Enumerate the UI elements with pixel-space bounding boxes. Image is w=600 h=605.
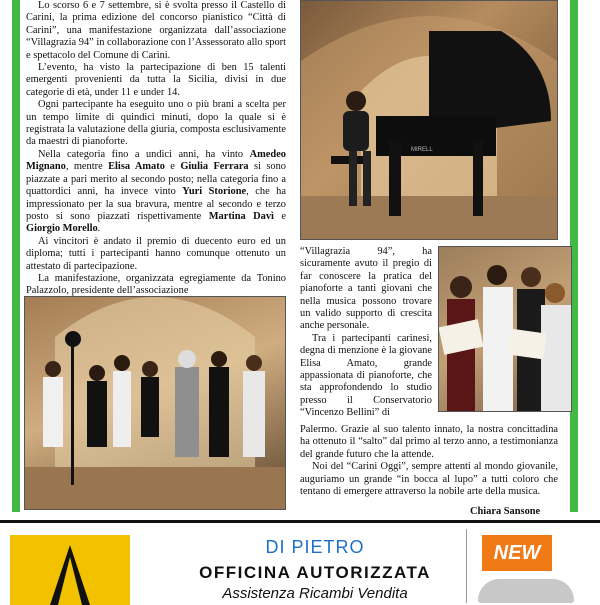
photo-pianist-performing xyxy=(300,0,558,240)
winner-name: Giulia Ferrara xyxy=(180,161,249,173)
piano-brand-label: MIRELL xyxy=(411,147,433,153)
article-author: Chiara Sansone xyxy=(470,506,541,517)
article-paragraph: Palermo. Grazie al suo talento innato, la nostra concittadina ha ottenuto il “salto” dal primo al terzo anno, a testimonianza del grande futuro che la attende. xyxy=(300,424,558,460)
photo-young-winners xyxy=(438,246,572,412)
ad-title: DI PIETRO xyxy=(265,537,365,557)
winner-name: Amedeo Mignano xyxy=(26,148,286,173)
winner-name: Elisa Amato xyxy=(108,161,165,173)
article-paragraph: “Villagrazia 94”, ha sicuramente avuto il pregio di far conoscere la pratica del pianoforte a tanti giovani che nella musica possono trovare un valido supporto di crescita anche personale. xyxy=(300,246,432,332)
winner-name: Giorgio Morello xyxy=(26,223,98,235)
article-paragraph: Ai vincitori è andato il premio di duecento euro ed un diploma; tutti i partecipanti hanno comunque ottenuto un attestato di partecipazione. xyxy=(26,235,286,272)
ad-divider xyxy=(466,529,467,603)
brand-logo xyxy=(10,535,130,605)
article-paragraph-winners: Nella categoria fino a undici anni, ha vinto Amedeo Mignano, mentre Elisa Amato e Giulia Ferrara si sono piazzate a pari merito al secondo posto; nella categoria fino a quattordici anni, ha invece vinto Yuri Storione, che ha impressionato per la sua bravura, mentre al secondo e terzo posto si sono piazzati rispettivamente Martina Davì e Giorgio Morello. xyxy=(26,148,287,235)
article-paragraph: Lo scorso 6 e 7 settembre, si è svolta presso il Castello di Carini, la prima edizione del concorso pianistico “Città di Carini”, una manifestazione organizzata dall’associazione “Villagrazia 94” in collaborazione con l’Assessorato allo sport e spettacolo del Comune di Carini. xyxy=(26,0,286,61)
new-badge: NEW xyxy=(482,535,552,571)
article-column-middle xyxy=(300,246,432,420)
article-paragraph: Tra i partecipanti carinesi, degna di menzione è la giovane Elisa Amato, grande appassionata di pianoforte, che sta approfondendo lo studio presso il Conservatorio “Vincenzo Bellini” di xyxy=(300,332,432,419)
winners-illustration xyxy=(439,247,571,411)
pianist-illustration xyxy=(301,1,557,239)
article-paragraph: L’evento, ha visto la partecipazione di ben 15 talenti emergenti provenienti da tutta la Sicilia, divisi in due categorie di età, under 11 e under 14. xyxy=(26,62,286,98)
photo-award-ceremony xyxy=(24,296,286,510)
ad-subtitle: OFFICINA AUTORIZZATA xyxy=(199,563,431,582)
article-paragraph: La manifestazione, organizzata egregiamente da Tonino Palazzolo, presidente dell’associazione xyxy=(26,272,286,297)
left-green-border xyxy=(12,0,20,512)
advertisement-banner[interactable] xyxy=(0,520,600,603)
winner-name: Yuri Storione xyxy=(182,186,247,198)
ad-services: Assistenza Ricambi Vendita xyxy=(222,585,408,602)
article-column-bottom xyxy=(300,424,558,498)
diamond-logo-icon xyxy=(10,535,130,605)
article-paragraph: Noi del “Carini Oggi”, sempre attenti al mondo giovanile, auguriamo un grande “in bocca al lupo” a tutti coloro che tentano di emergere attraverso la nobile arte della musica. xyxy=(300,461,558,498)
car-icon xyxy=(478,579,574,603)
article-paragraph: Ogni partecipante ha eseguito uno o più brani a scelta per un tempo limite di quindici minuti, dopo la quale si è registrata la valutazione della giuria, composta esclusivamente da maestri di pianoforte. xyxy=(26,99,286,148)
article-column-left xyxy=(26,0,286,298)
winner-name: Martina Davì xyxy=(208,210,274,222)
ceremony-illustration xyxy=(25,297,285,509)
